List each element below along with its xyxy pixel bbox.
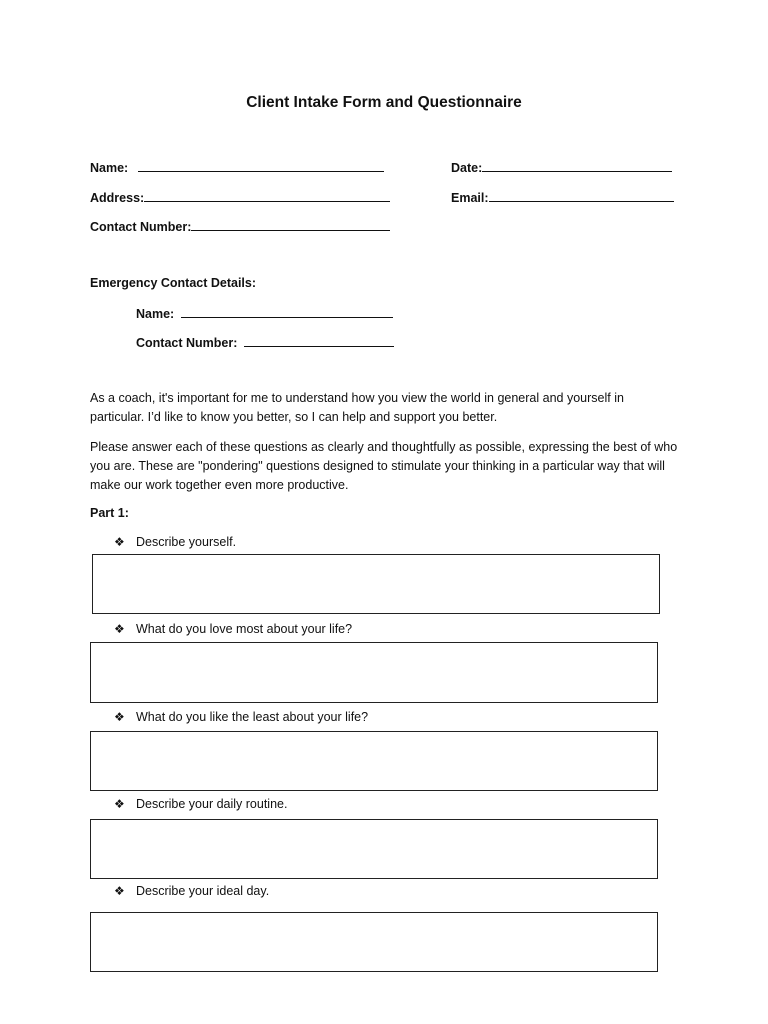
name-label: Name: [90, 161, 129, 175]
name-field[interactable] [90, 158, 384, 176]
question-3-text: What do you like the least about your life? [136, 710, 369, 724]
address-field[interactable] [90, 188, 390, 206]
question-4 [114, 797, 287, 811]
answer-box-5[interactable] [90, 912, 658, 972]
emergency-contact-number-input-line[interactable] [244, 333, 394, 347]
question-1-text: Describe yourself. [136, 535, 237, 549]
contact-number-input-line[interactable] [191, 217, 390, 231]
answer-box-1[interactable] [92, 554, 660, 614]
emergency-name-input-line[interactable] [181, 304, 393, 318]
date-input-line[interactable] [482, 158, 672, 172]
diamond-bullet-icon: ❖ [114, 622, 125, 636]
question-5-text: Describe your ideal day. [136, 884, 270, 898]
diamond-bullet-icon: ❖ [114, 710, 125, 724]
diamond-bullet-icon: ❖ [114, 535, 125, 549]
email-field[interactable] [451, 188, 674, 206]
question-3 [114, 710, 368, 724]
contact-number-label: Contact Number: [90, 220, 192, 234]
diamond-bullet-icon: ❖ [114, 884, 125, 898]
question-4-text: Describe your daily routine. [136, 797, 288, 811]
emergency-name-field[interactable] [136, 304, 393, 322]
form-title: Client Intake Form and Questionnaire [246, 94, 522, 111]
email-label: Email: [451, 191, 489, 205]
name-input-line[interactable] [138, 158, 384, 172]
address-label: Address: [90, 191, 145, 205]
diamond-bullet-icon: ❖ [114, 797, 125, 811]
question-2-text: What do you love most about your life? [136, 622, 353, 636]
emergency-contact-number-label: Contact Number: [136, 336, 238, 350]
question-1 [114, 535, 236, 549]
email-input-line[interactable] [489, 188, 674, 202]
question-2 [114, 622, 352, 636]
date-field[interactable] [451, 158, 672, 176]
emergency-contact-heading: Emergency Contact Details: [90, 276, 257, 290]
answer-box-2[interactable] [90, 642, 658, 703]
emergency-name-label: Name: [136, 307, 175, 321]
answer-box-4[interactable] [90, 819, 658, 879]
question-5 [114, 884, 269, 898]
date-label: Date: [451, 161, 483, 175]
answer-box-3[interactable] [90, 731, 658, 791]
intro-paragraph-2: Please answer each of these questions as clearly and thoughtfully as possible, expressing the best of who you are. These are "pondering" questions designed to stimulate your thinking in a particular way that will make our work together even more productive. [90, 440, 678, 492]
part-1-heading: Part 1: [90, 506, 129, 520]
intro-paragraph-1: As a coach, it's important for me to understand how you view the world in general and yourself in particular. I’d like to know you better, so I can help and support you better. [90, 391, 624, 424]
emergency-contact-number-field[interactable] [136, 333, 394, 351]
address-input-line[interactable] [144, 188, 390, 202]
contact-number-field[interactable] [90, 217, 390, 235]
